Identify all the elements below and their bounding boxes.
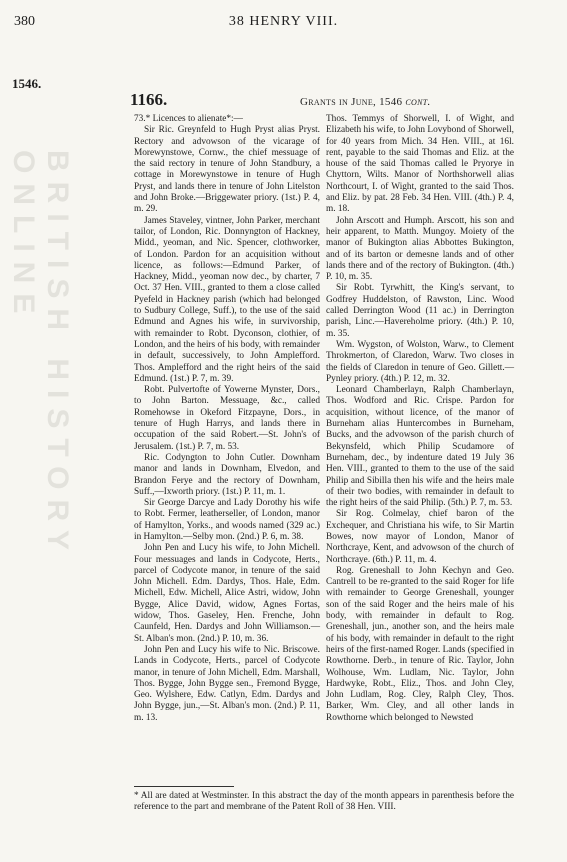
entry-number: 1166. bbox=[130, 90, 168, 109]
page-number: 380 bbox=[14, 14, 35, 29]
paragraph: Rog. Greneshall to John Kechyn and Geo. Cantrell to be re-granted to the said Roger for life with remainder to George Greneshall, younger son of the said Roger and the heirs male of his body, with remainder in default to Rog. Greneshall, jun., another son, and the heirs male of his body, with remainder in default to the right heirs of the first-named Roger. Lands (specified in Rowthorne. Derb., in tenure of Ric. Taylor, John Wolhouse, Wm. Ludlam, Nic. Taylor, John Hardwyke, Robt., Eliz., Thos. and John Cley, John Ludlam, Rog. Cley, Ralph Cley, Thos. Barker, Wm. Cley, and all other lands in Rowthorne which belonged to Newsted bbox=[326, 565, 514, 723]
section-heading-cont: cont. bbox=[405, 96, 431, 108]
paragraph: John Pen and Lucy his wife, to John Michell. Four messuages and lands in Codycote, Herts., parcel of Codycote manor, in tenure of the said John Michell. Edm. Dardys, Thos. Hale, Edm. Michell, Edw. Michell, Alice Astri, widow, John Bygge, Alice David, widow, Agnes Fortas, widow, Thos. Gaseley, Hen. Frenche, John Caunfeld, Hen. Dardys and John Williamson.—St. Alban's mon. (2nd.) P. 10, m. 36. bbox=[134, 543, 320, 644]
paragraph: Ric. Codyngton to John Cutler. Downham manor and lands in Downham, Elvedon, and Brandon Ferye and the rectory of Downham, Suff.,—Ixworth priory. (1st.) P. 11, m. 1. bbox=[134, 452, 320, 497]
footnote-divider bbox=[134, 786, 234, 787]
paragraph: Robt. Pulvertofte of Yowerne Mynster, Dors., to John Barton. Messuage, &c., called Romehowse in Okeford Fitzpayne, Dors., in tenure of Hugh Harrys, and lands there in occupation of the said Robert.—St. John's of Jerusalem. (1st.) P. 7, m. 53. bbox=[134, 385, 320, 452]
paragraph: Sir Ric. Greynfeld to Hugh Pryst alias Pryst. Rectory and advowson of the vicarage of Morewynstowe, Cornw., the chief messuage of the said rectory in tenure of John Standbury, a cottage in Morewynstowe in tenure of Hugh Pryst, and lands there in tenure of John Litelston and John Broke.—Briggewater priory. (1st.) P. 4, m. 29. bbox=[134, 125, 320, 215]
paragraph: 73.* Licences to alienate*:— bbox=[134, 114, 243, 124]
footnote: * All are dated at Westminster. In this abstract the day of the month appears in parenthesis before the reference to the part and membrane of the Patent Roll of 38 Hen. VIII. bbox=[134, 791, 514, 813]
paragraph: John Pen and Lucy his wife to Nic. Briscowe. Lands in Codycote, Herts., parcel of Codycote manor, in tenure of John Michell, Edm. Marshall, Thos. Bygge, John Bygge sen., Fremond Bygge, Geo. Wylshere, Edw. Catlyn, Edm. Dardys and John Bygge, jun.,—St. Alban's mon. (2nd.) P. 11, m. 13. bbox=[134, 644, 320, 723]
paragraph: Leonard Chamberlayn, Ralph Chamberlayn, Thos. Wodford and Ric. Crispe. Pardon for acquisition, without licence, of the manor of Burneham alias Huntercombes in Burneham, Bucks, and the advowson of the parish church of Bekynsfeld, which Philip Scudamore of Burneham, dec., by indenture dated 19 July 36 Hen. VIII., granted to them to the use of the said Philip and Sibilla then his wife and the heirs male of their two bodies, with remainder in default to the right heirs of the said Philip. (5th.) P. 7, m. 53. bbox=[326, 385, 514, 509]
paragraph: James Staveley, vintner, John Parker, merchant tailor, of London, Ric. Donnyngton of Hackney, Midd., yeoman, and Nic. Spencer, clothworker, of London. Pardon for an acquisition without licence, as follows:—Edmund Parker, of Hackney, Midd., yeoman now dec., by charter, 7 Oct. 37 Hen. VIII., granted to them a close called Pyefeld in Hackney parish (which had belonged to Sudbury College, Suff.), to the use of the said Edmund and Agnes his wife, in survivorship, with remainder to Robt. Dyconson, clothier, of London, and the heirs of his body, with remainder in default, successively, to John Amplefford. Thos. Amplefford and the right heirs of the said Edmund. (1st.) P. 7, m. 39. bbox=[134, 215, 320, 384]
paragraph: Sir Robt. Tyrwhitt, the King's servant, to Godfrey Huddelston, of Rawston, Linc. Wood called Derrington Wood (11 ac.) in Derrington parish, Linc.—Havereholme priory. (4th.) P. 10, m. 35. bbox=[326, 283, 514, 339]
section-heading-text: Grants in June, 1546 bbox=[300, 96, 403, 108]
watermark: BRITISH HISTORY ONLINE bbox=[7, 150, 74, 560]
paragraph: Sir Rog. Colmelay, chief baron of the Exchequer, and Christiana his wife, to Sir Martin Bowes, now mayor of London, Manor of Northcraye, Kent, and advowson of the church of Northcraye. (6th.) P. 11, m. 4. bbox=[326, 509, 514, 565]
right-column bbox=[326, 114, 514, 724]
paragraph: John Arscott and Humph. Arscott, his son and heir apparent, to Matth. Mungoy. Moiety of the manor of Bukington alias Abbottes Bukington, and of its barton or demesne lands and of other lands there and of the rectory of Bukington. (4th.) P. 10, m. 35. bbox=[326, 215, 514, 283]
paragraph: Thos. Temmys of Shorwell, I. of Wight, and Elizabeth his wife, to John Lovybond of Shorwell, for 40 years from Mich. 34 Hen. VIII., at 16l. rent, payable to the said Thomas and Eliz. at the house of the said Thomas called le Pryorye in Chyttorn, Wilts. Manor of Northshorwell alias Northcourt, I. of Wight, granted to the said Thos. and Eliz. by pat. 28 Feb. 34 Hen. VIII. (4th.) P. 4, m. 18. bbox=[326, 114, 514, 215]
year-marker: 1546. bbox=[12, 76, 42, 91]
paragraph: Sir George Darcye and Lady Dorothy his wife to Robt. Fermer, leatherseller, of London, manor of Hamylton, Yorks., and woods named (329 ac.) in Hamylton.—Selby mon. (2nd.) P. 6, m. 38. bbox=[134, 498, 320, 542]
section-heading bbox=[300, 96, 431, 108]
left-column bbox=[134, 114, 320, 724]
paragraph: Wm. Wygston, of Wolston, Warw., to Clement Throkmerton, of Claredon, Warw. Two closes in the fields of Claredon in tenure of Geo. Gillett.—Pynley priory. (4th.) P. 12, m. 32. bbox=[326, 339, 514, 384]
running-title: 38 HENRY VIII. bbox=[228, 14, 339, 29]
